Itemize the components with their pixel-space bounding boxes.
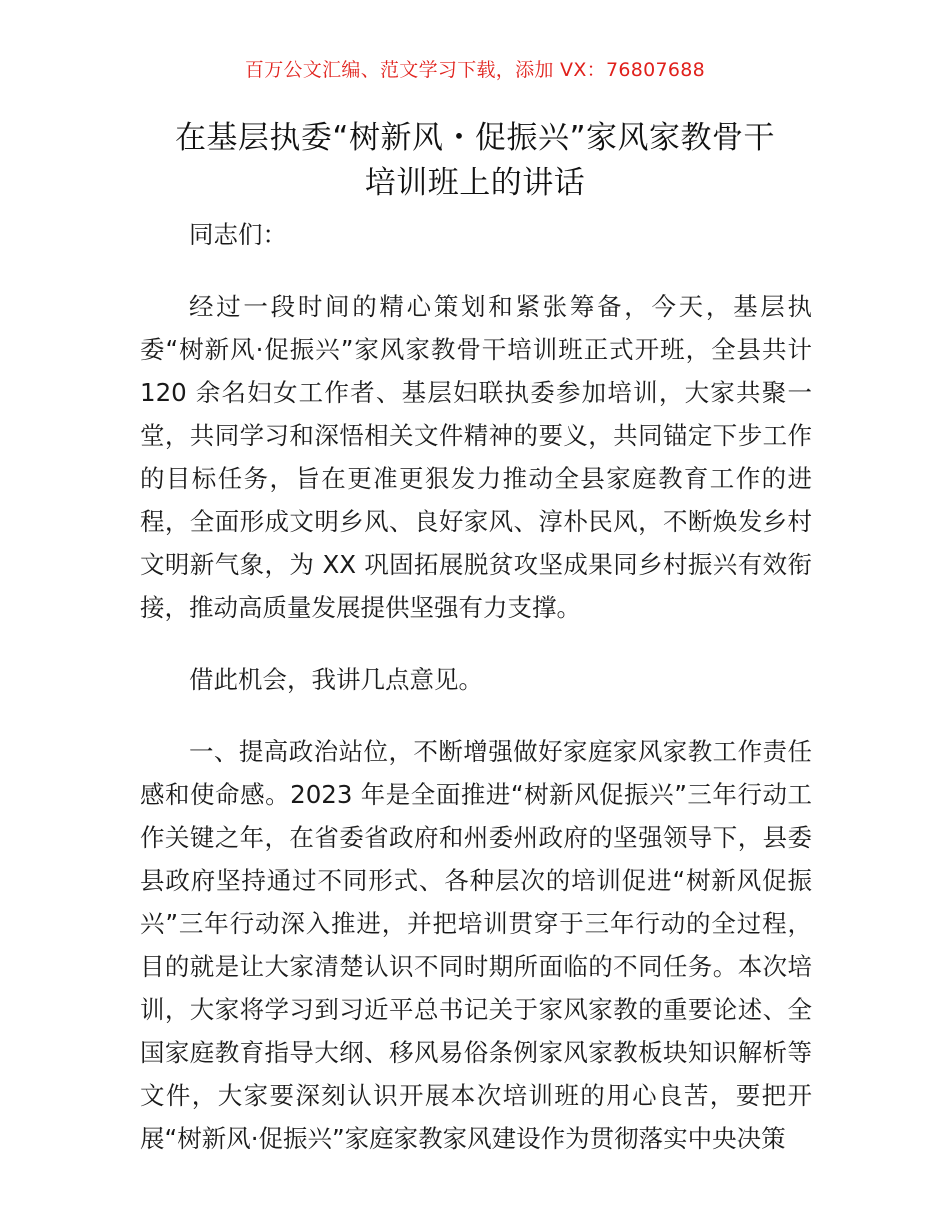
- document-body: [140, 213, 812, 1160]
- paragraph-2: 借此机会，我讲几点意见。: [189, 665, 483, 694]
- document-title: [120, 116, 830, 206]
- paragraph-1: 经过一段时间的精心策划和紧张筹备，今天，基层执委“树新风·促振兴”家风家教骨干培训班正式开班，全县共计 120 余名妇女工作者、基层妇联执委参加培训，大家共聚一堂，共同学习和深悟相关文件精神的要义，共同锚定下步工作的目标任务，旨在更准更狠发力推动全县家庭教育工作的进程，全面形成文明乡风、良好家风、淳朴民风，不断焕发乡村文明新气象，为 XX 巩固拓展脱贫攻坚成果同乡村振兴有效衔接，推动高质量发展提供坚强有力支撑。: [140, 292, 812, 622]
- title-line-1: 在基层执委“树新风・促振兴”家风家教骨干: [174, 120, 776, 156]
- greeting: 同志们：: [189, 220, 287, 249]
- paragraph-3: 一、提高政治站位，不断增强做好家庭家风家教工作责任感和使命感。2023 年是全面推进“树新风促振兴”三年行动工作关键之年，在省委省政府和州委州政府的坚强领导下，县委县政府坚持通过不同形式、各种层次的培训促进“树新风促振兴”三年行动深入推进，并把培训贯穿于三年行动的全过程，目的就是让大家清楚认识不同时期所面临的不同任务。本次培训，大家将学习到习近平总书记关于家风家教的重要论述、全国家庭教育指导大纲、移风易俗条例家风家教板块知识解析等文件，大家要深刻认识开展本次培训班的用心良苦，要把开展“树新风·促振兴”家庭家教家风建设作为贯彻落实中央决策: [140, 737, 812, 1153]
- title-line-2: 培训班上的讲话: [364, 165, 586, 201]
- watermark-header: 百万公文汇编、范文学习下载，添加 VX：76807688: [244, 59, 706, 81]
